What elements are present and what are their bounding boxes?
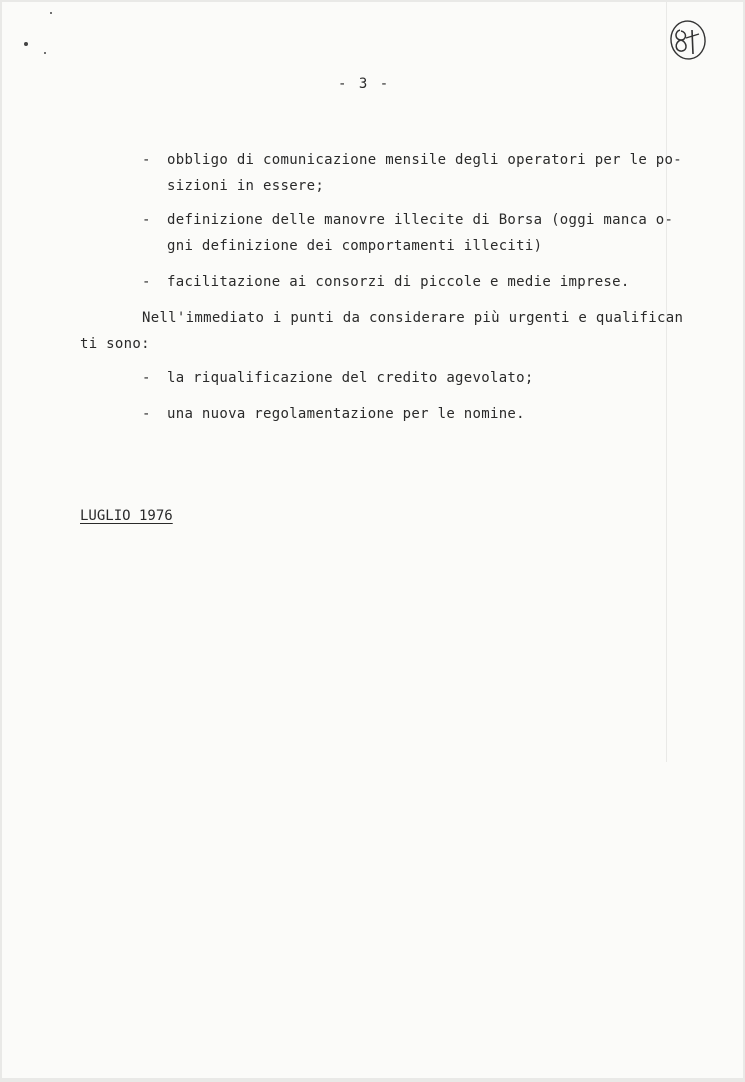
list-item-line: definizione delle manovre illecite di Borsa (oggi manca o- bbox=[167, 212, 674, 228]
document-date: LUGLIO 1976 bbox=[80, 508, 173, 524]
ink-speck bbox=[24, 42, 28, 46]
page-number: - 3 - bbox=[338, 76, 391, 92]
ink-speck bbox=[50, 12, 52, 14]
list-item-line: obbligo di comunicazione mensile degli operatori per le po- bbox=[167, 152, 682, 168]
list-item-line: gni definizione dei comportamenti illeciti) bbox=[167, 238, 543, 254]
list-item-line: facilitazione ai consorzi di piccole e medie imprese. bbox=[167, 274, 630, 290]
paragraph-line: ti sono: bbox=[80, 336, 150, 352]
document-page bbox=[2, 2, 743, 1078]
ink-speck bbox=[44, 52, 46, 54]
bullet-dash: - bbox=[142, 406, 151, 422]
bullet-dash: - bbox=[142, 274, 151, 290]
list-item-line: sizioni in essere; bbox=[167, 178, 325, 194]
paragraph-line: Nell'immediato i punti da considerare più urgenti e qualifican bbox=[142, 310, 684, 326]
bullet-dash: - bbox=[142, 370, 151, 386]
page-fold-line bbox=[666, 2, 667, 762]
list-item-line: una nuova regolamentazione per le nomine. bbox=[167, 406, 525, 422]
bullet-dash: - bbox=[142, 212, 151, 228]
handwritten-page-stamp bbox=[666, 16, 708, 62]
list-item-line: la riqualificazione del credito agevolato; bbox=[167, 370, 534, 386]
bullet-dash: - bbox=[142, 152, 151, 168]
